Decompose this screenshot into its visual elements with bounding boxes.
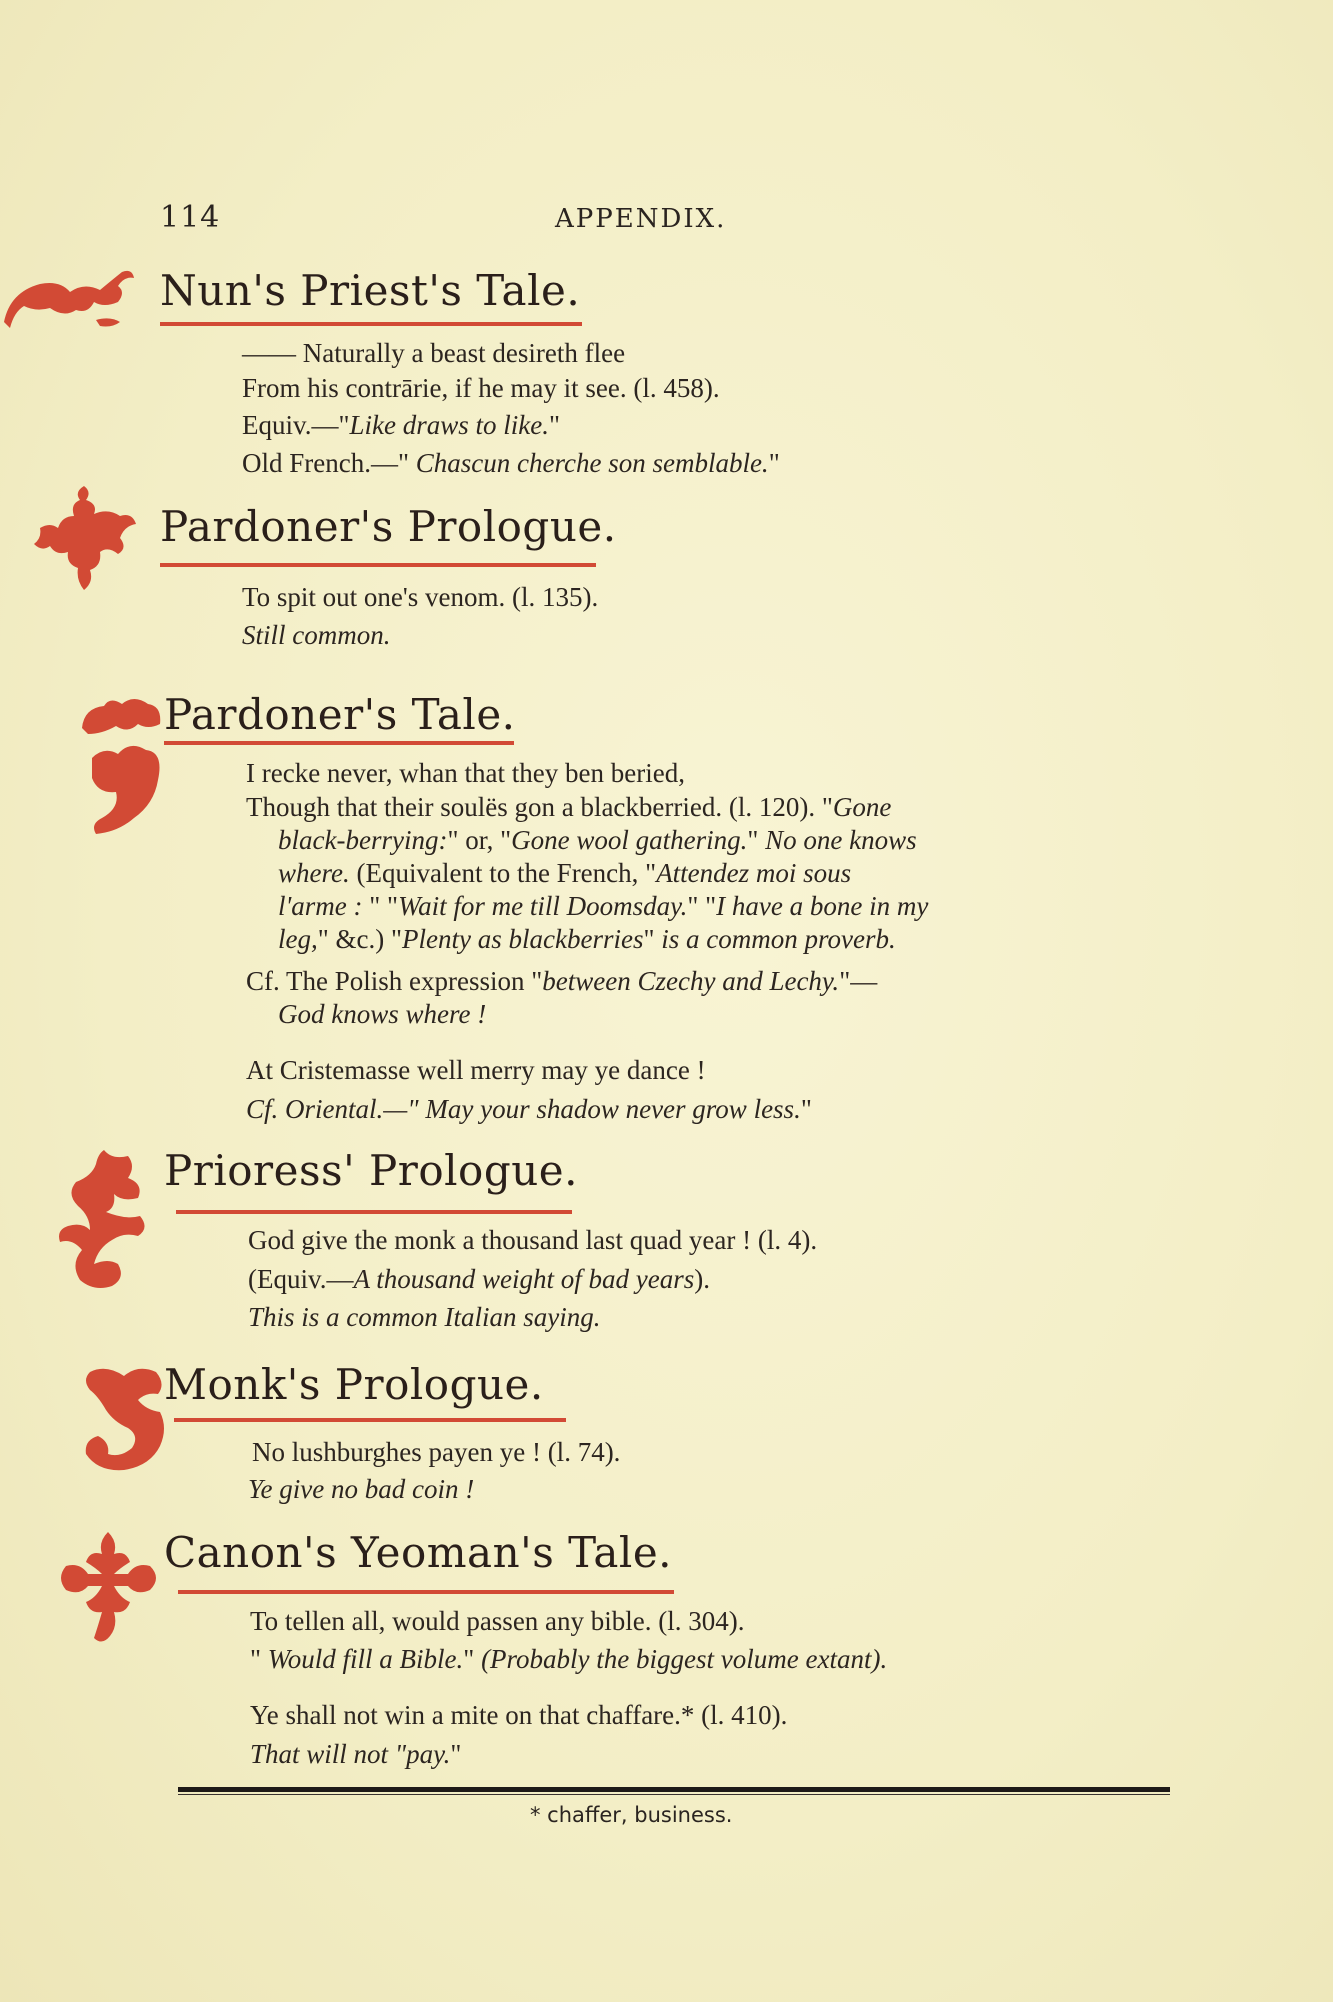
- text-line: Old French.—" Chascun cherche son semblable.": [242, 448, 780, 478]
- cross-ornament-icon: [54, 1528, 164, 1652]
- leaf-ornament-icon: [28, 482, 140, 594]
- initial-s-ornament-icon: [80, 1362, 170, 1472]
- text-line: —— Naturally a beast desireth flee: [242, 338, 626, 368]
- text-line: (Equiv.—A thousand weight of bad years).: [248, 1264, 710, 1294]
- page-number: 114: [160, 200, 221, 235]
- text-line: black-berrying:" or, "Gone wool gathering." No one knows: [278, 825, 917, 855]
- running-head: APPENDIX.: [555, 204, 727, 234]
- text-line: To spit out one's venom. (l. 135).: [242, 582, 599, 612]
- section-title-nuns-priests-tale: Nun's Priest's Tale.: [160, 266, 581, 315]
- footnote-rule: [178, 1787, 1170, 1792]
- text-line: Ye give no bad coin !: [248, 1474, 475, 1504]
- text-line: Ye shall not win a mite on that chaffare.* (l. 410).: [250, 1700, 788, 1730]
- title-underline: [176, 1210, 572, 1214]
- text-line: Still common.: [242, 620, 391, 650]
- initial-i-ornament-icon: [78, 694, 168, 838]
- section-title-prioress-prologue: Prioress' Prologue.: [164, 1146, 578, 1195]
- text-line: l'arme : " "Wait for me till Doomsday." "I have a bone in my: [278, 891, 929, 921]
- text-line: " Would fill a Bible." (Probably the biggest volume extant).: [250, 1644, 888, 1674]
- text-line: where. (Equivalent to the French, "Attendez moi sous: [278, 858, 852, 888]
- text-line: To tellen all, would passen any bible. (l. 304).: [250, 1606, 745, 1636]
- text-line: Though that their soulës gon a blackberried. (l. 120). "Gone: [246, 792, 892, 822]
- dragon-ornament-icon: [0, 262, 140, 334]
- title-underline: [164, 741, 514, 745]
- section-title-pardoners-tale: Pardoner's Tale.: [164, 690, 516, 739]
- text-line: God give the monk a thousand last quad year ! (l. 4).: [248, 1225, 818, 1255]
- text-line: Equiv.—"Like draws to like.": [242, 410, 561, 440]
- footnote: * chaffer, business.: [530, 1803, 733, 1827]
- footnote-rule-thin: [178, 1794, 1170, 1795]
- floral-ornament-icon: [54, 1146, 154, 1296]
- text-line: No lushburghes payen ye ! (l. 74).: [252, 1437, 621, 1467]
- text-line: Cf. The Polish expression "between Czechy and Lechy."—: [246, 966, 878, 996]
- section-title-canons-yeomans-tale: Canon's Yeoman's Tale.: [164, 1528, 673, 1577]
- text-line: This is a common Italian saying.: [248, 1302, 601, 1332]
- title-underline: [174, 1418, 566, 1422]
- text-line: That will not "pay.": [250, 1739, 462, 1769]
- text-line: From his contrārie, if he may it see. (l. 458).: [242, 373, 720, 403]
- text-line: I recke never, whan that they ben beried,: [246, 758, 685, 788]
- text-line: leg," &c.) "Plenty as blackberries" is a common proverb.: [278, 924, 896, 954]
- text-line: At Cristemasse well merry may ye dance !: [246, 1055, 706, 1085]
- section-title-pardoners-prologue: Pardoner's Prologue.: [160, 502, 617, 551]
- title-underline: [178, 1590, 674, 1594]
- text-line: God knows where !: [278, 999, 487, 1029]
- section-title-monks-prologue: Monk's Prologue.: [164, 1360, 544, 1409]
- page-header: [160, 200, 760, 240]
- title-underline: [160, 322, 582, 326]
- text-line: Cf. Oriental.—" May your shadow never grow less.": [246, 1094, 812, 1124]
- title-underline: [160, 563, 596, 567]
